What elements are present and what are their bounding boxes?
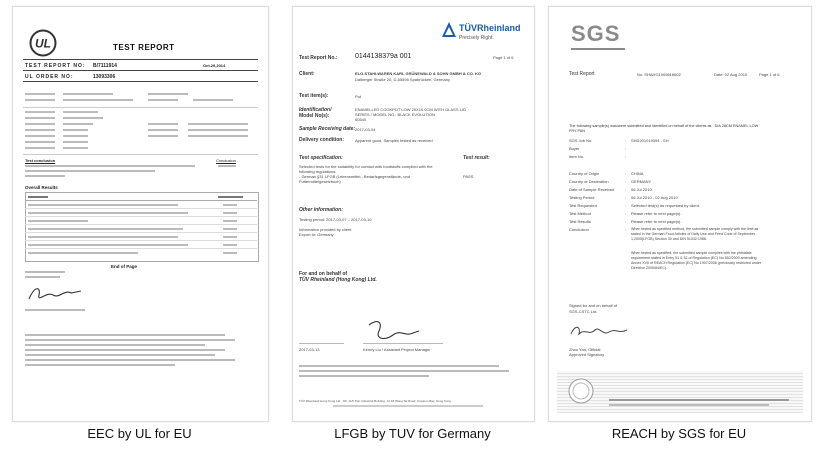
ul-test-conclusion-label: Test conclusion — [25, 158, 56, 163]
tuv-tagline: Precisely Right. — [459, 35, 494, 41]
sgs-conclusion2-line: Directive 2005/84/EC). — [631, 266, 668, 270]
sgs-signed-company: SGS-CSTC Ltd. — [569, 309, 598, 314]
tuv-client-label: Client: — [299, 71, 315, 77]
tuv-test-spec-text4: Futtermittelgesetzbuch) — [299, 179, 341, 184]
ul-logo — [29, 29, 57, 57]
tuv-test-spec-text3: - German §31 LFGB (Lebensmittel-, Bedarfsgegenstände- und — [299, 174, 410, 179]
ul-test-report-no: B/7111914 — [93, 63, 117, 69]
tuv-model-no-label: Model No(s): — [299, 113, 330, 119]
tuv-client-address: Dalberger Straße 20, D-55595 Spabrücken, Germany — [355, 77, 450, 82]
tuv-brand: TÜVRheinland — [459, 23, 521, 33]
tuv-test-result: PASS — [463, 174, 474, 179]
sgs-field-value: Please refer to next page(s). — [631, 219, 682, 224]
ul-conclusion-label: Conclusion — [216, 158, 236, 163]
sgs-field-value: CHINA — [631, 171, 644, 176]
tuv-triangle-logo-icon — [441, 21, 457, 39]
caption-ul: EEC by UL for EU — [87, 426, 192, 441]
ul-report-title: TEST REPORT — [113, 43, 175, 52]
tuv-info-client: Information provided by client — [299, 227, 352, 232]
sgs-field-value: Selected test(s) as requested by client. — [631, 203, 700, 208]
ul-order-no: 13093306 — [93, 74, 116, 80]
ul-end-of-page: End of Page — [111, 264, 138, 269]
tuv-company: TÜV Rheinland (Hong Kong) Ltd. — [299, 277, 377, 283]
sgs-field-label: Date of Sample Received — [569, 187, 615, 192]
tuv-sample-receiving-label: Sample Receiving date: — [299, 126, 356, 132]
sgs-test-report-label: Test Report — [569, 71, 595, 77]
tuv-test-report-image — [292, 6, 535, 422]
tuv-for-behalf: For and on behalf of — [299, 271, 348, 277]
ul-signature — [25, 281, 85, 307]
sgs-field-label: SGS Job No. — [569, 138, 593, 143]
tuv-export: Export to: Germany — [299, 232, 334, 237]
tuv-test-report-no: 0144138379a 001 — [355, 53, 412, 60]
sgs-conclusion-line: 1,2005(LFGB) Section 30 and DIN 51032:1986. — [631, 237, 707, 241]
tuv-other-info-label: Other information: — [299, 207, 343, 213]
caption-tuv: LFGB by TUV for Germany — [334, 426, 491, 441]
tuv-test-spec-text2: following regulations: — [299, 169, 337, 174]
sgs-conclusion2-line: When tested as specified, the submitted sample complies with the phthalate — [631, 251, 752, 255]
sgs-field-label: Buyer — [569, 146, 580, 151]
tuv-delivery-label: Delivery condition: — [299, 137, 345, 143]
sgs-date: Date: 02 Aug 2010 — [714, 72, 748, 77]
sgs-signer: Zhou Yan, Official — [569, 347, 601, 352]
tuv-test-spec-text1: Selected tests for the suitability for contact with foodstuffs complied with the — [299, 164, 433, 169]
ul-test-report-no-label: TEST REPORT NO: — [25, 63, 86, 69]
sgs-signer-title: Approved Signatory — [569, 352, 605, 357]
sgs-page: Page 1 of 6 — [759, 72, 780, 77]
ul-test-report-image — [12, 6, 269, 422]
sgs-conclusion-line: stated in the German Food Articles of Daily Use and Feed Code of September — [631, 232, 756, 236]
tuv-testing-period: Testing period: 2017-03-07 – 2017-03-10 — [299, 217, 372, 222]
sgs-conclusion2-line: requirement stated in Entry 51 & 52 of Regulation (EC) No 552/2009 amending — [631, 256, 757, 260]
tuv-model-no: 60540 — [355, 117, 367, 122]
tuv-identification-label: Identification/ — [299, 107, 332, 113]
caption-sgs: REACH by SGS for EU — [611, 426, 747, 441]
tuv-test-item: Pot — [355, 94, 362, 99]
sgs-intro-line1: The following sample(s) was/were submitted and identified on behalf of the clients as : DIA 28CM ENAMEL LOW — [569, 124, 759, 128]
tuv-delivery: Apparent good, Samples tested as received — [355, 138, 433, 143]
sgs-field-label: Test Method — [569, 211, 591, 216]
ul-logo-text: UL — [35, 36, 51, 51]
sgs-field-label: Conclusion — [569, 227, 589, 232]
tuv-footer-address: TÜV Rheinland Hong Kong Ltd., 3/F, 11/F Pan Industrial Building, 12-18 Wang Tai Road, Kowloon Bay, Hong Kong — [299, 399, 451, 403]
sgs-field-label: Country of Destination — [569, 179, 609, 184]
tuv-test-spec-label: Test specification: — [299, 155, 343, 161]
tuv-signer: Kenny Liu / Assistant Project Manager — [363, 347, 431, 352]
sgs-seal-icon — [567, 377, 595, 405]
sgs-field-label: Test Requested — [569, 203, 597, 208]
sgs-signed-for: Signed for and on behalf of — [569, 303, 618, 308]
sgs-field-value: 06 Jul 2010 — [631, 187, 652, 192]
tuv-client: ELO-STAHLWAREN KARL GRÜNEWALD & SOHN GMBH & CO. KG — [355, 71, 482, 76]
sgs-field-value: GERMANY — [631, 179, 652, 184]
sgs-field-label: Testing Period — [569, 195, 595, 200]
sgs-test-report-image: SGS Test Report No. SHAHG1009816602 Date: 02 Aug 2010 Page 1 of 6 The following sample(s) was/were submitted and identified on behalf of the clients as : DIA 28CM ENAMEL LOW FRY PAN SGS Job No. : SHD201019394 - SH Buyer : Item No. : Country of Origin : CHINA Country of Destination : GERMANY Date of Sample Received : 06 Jul 2010 Testing Period : 06 Jul 2010 - 02 Aug 2010 Test Requested : Selected test(s) as requested by client. Test Method : Please refer to next page(s). Test Results : Please refer to next page(s). Conclusion : When tested as specified method, the submitted sample comply with the limit as stated in the German Food Articles of Daily Use and Feed Code of September 1,2005(LFGB) Section 30 and DIN 51032:1986. When tested as specified, the submitted sample complies with the phthalate requirement stated in Entry 51 & 52 of Regulation (EC) No 552/2009 amending Annex XVII of REACH Regulation (EC) No 1907/2006 (previously restricted under Directive 2005/84/EC). Signed for and on behalf of SGS-CSTC Ltd. Zhou Yan, Official Approved Signatory — [548, 6, 812, 422]
ul-date: Oct.29,2014 — [203, 63, 226, 68]
tuv-test-item-label: Test item(s): — [299, 93, 329, 99]
tuv-test-report-no-label: Test Report No.: — [299, 55, 338, 61]
sgs-field-value: SHD201019394 - SH — [631, 138, 669, 143]
sgs-field-value: 06 Jul 2010 - 02 Aug 2010 — [631, 195, 678, 200]
tuv-identification: ENAMELLED COOKPOT LOW 20X10.0CM WITH GLASS LID — [355, 107, 466, 112]
ul-overall-results-label: Overall Results — [25, 185, 58, 190]
sgs-field-value: Please refer to next page(s). — [631, 211, 682, 216]
tuv-page: Page 1 of 6 — [493, 55, 514, 60]
tuv-sample-receiving: 2017-03-04 — [355, 127, 376, 132]
sgs-report-no: No. SHAHG1009816602 — [637, 72, 681, 77]
sgs-field-value: When tested as specified method, the submitted sample comply with the limit as — [631, 227, 759, 231]
tuv-test-result-label: Test result: — [463, 155, 490, 161]
sgs-field-label: Test Results — [569, 219, 591, 224]
sgs-field-label: Country of Origin — [569, 171, 600, 176]
sgs-field-label: Item No. — [569, 154, 585, 159]
sgs-logo: SGS — [571, 21, 621, 46]
sgs-intro-line2: FRY PAN — [569, 129, 586, 133]
ul-order-no-label: UL ORDER NO: — [25, 74, 74, 80]
sgs-signature — [567, 320, 637, 342]
sgs-conclusion2-line: Annex XVII of REACH Regulation (EC) No 1907/2006 (previously restricted under — [631, 261, 762, 265]
tuv-sign-date: 2017-03-13 — [299, 347, 320, 352]
tuv-series: SERIES / MODEL NO.: BLACK EVOLUTION — [355, 112, 435, 117]
